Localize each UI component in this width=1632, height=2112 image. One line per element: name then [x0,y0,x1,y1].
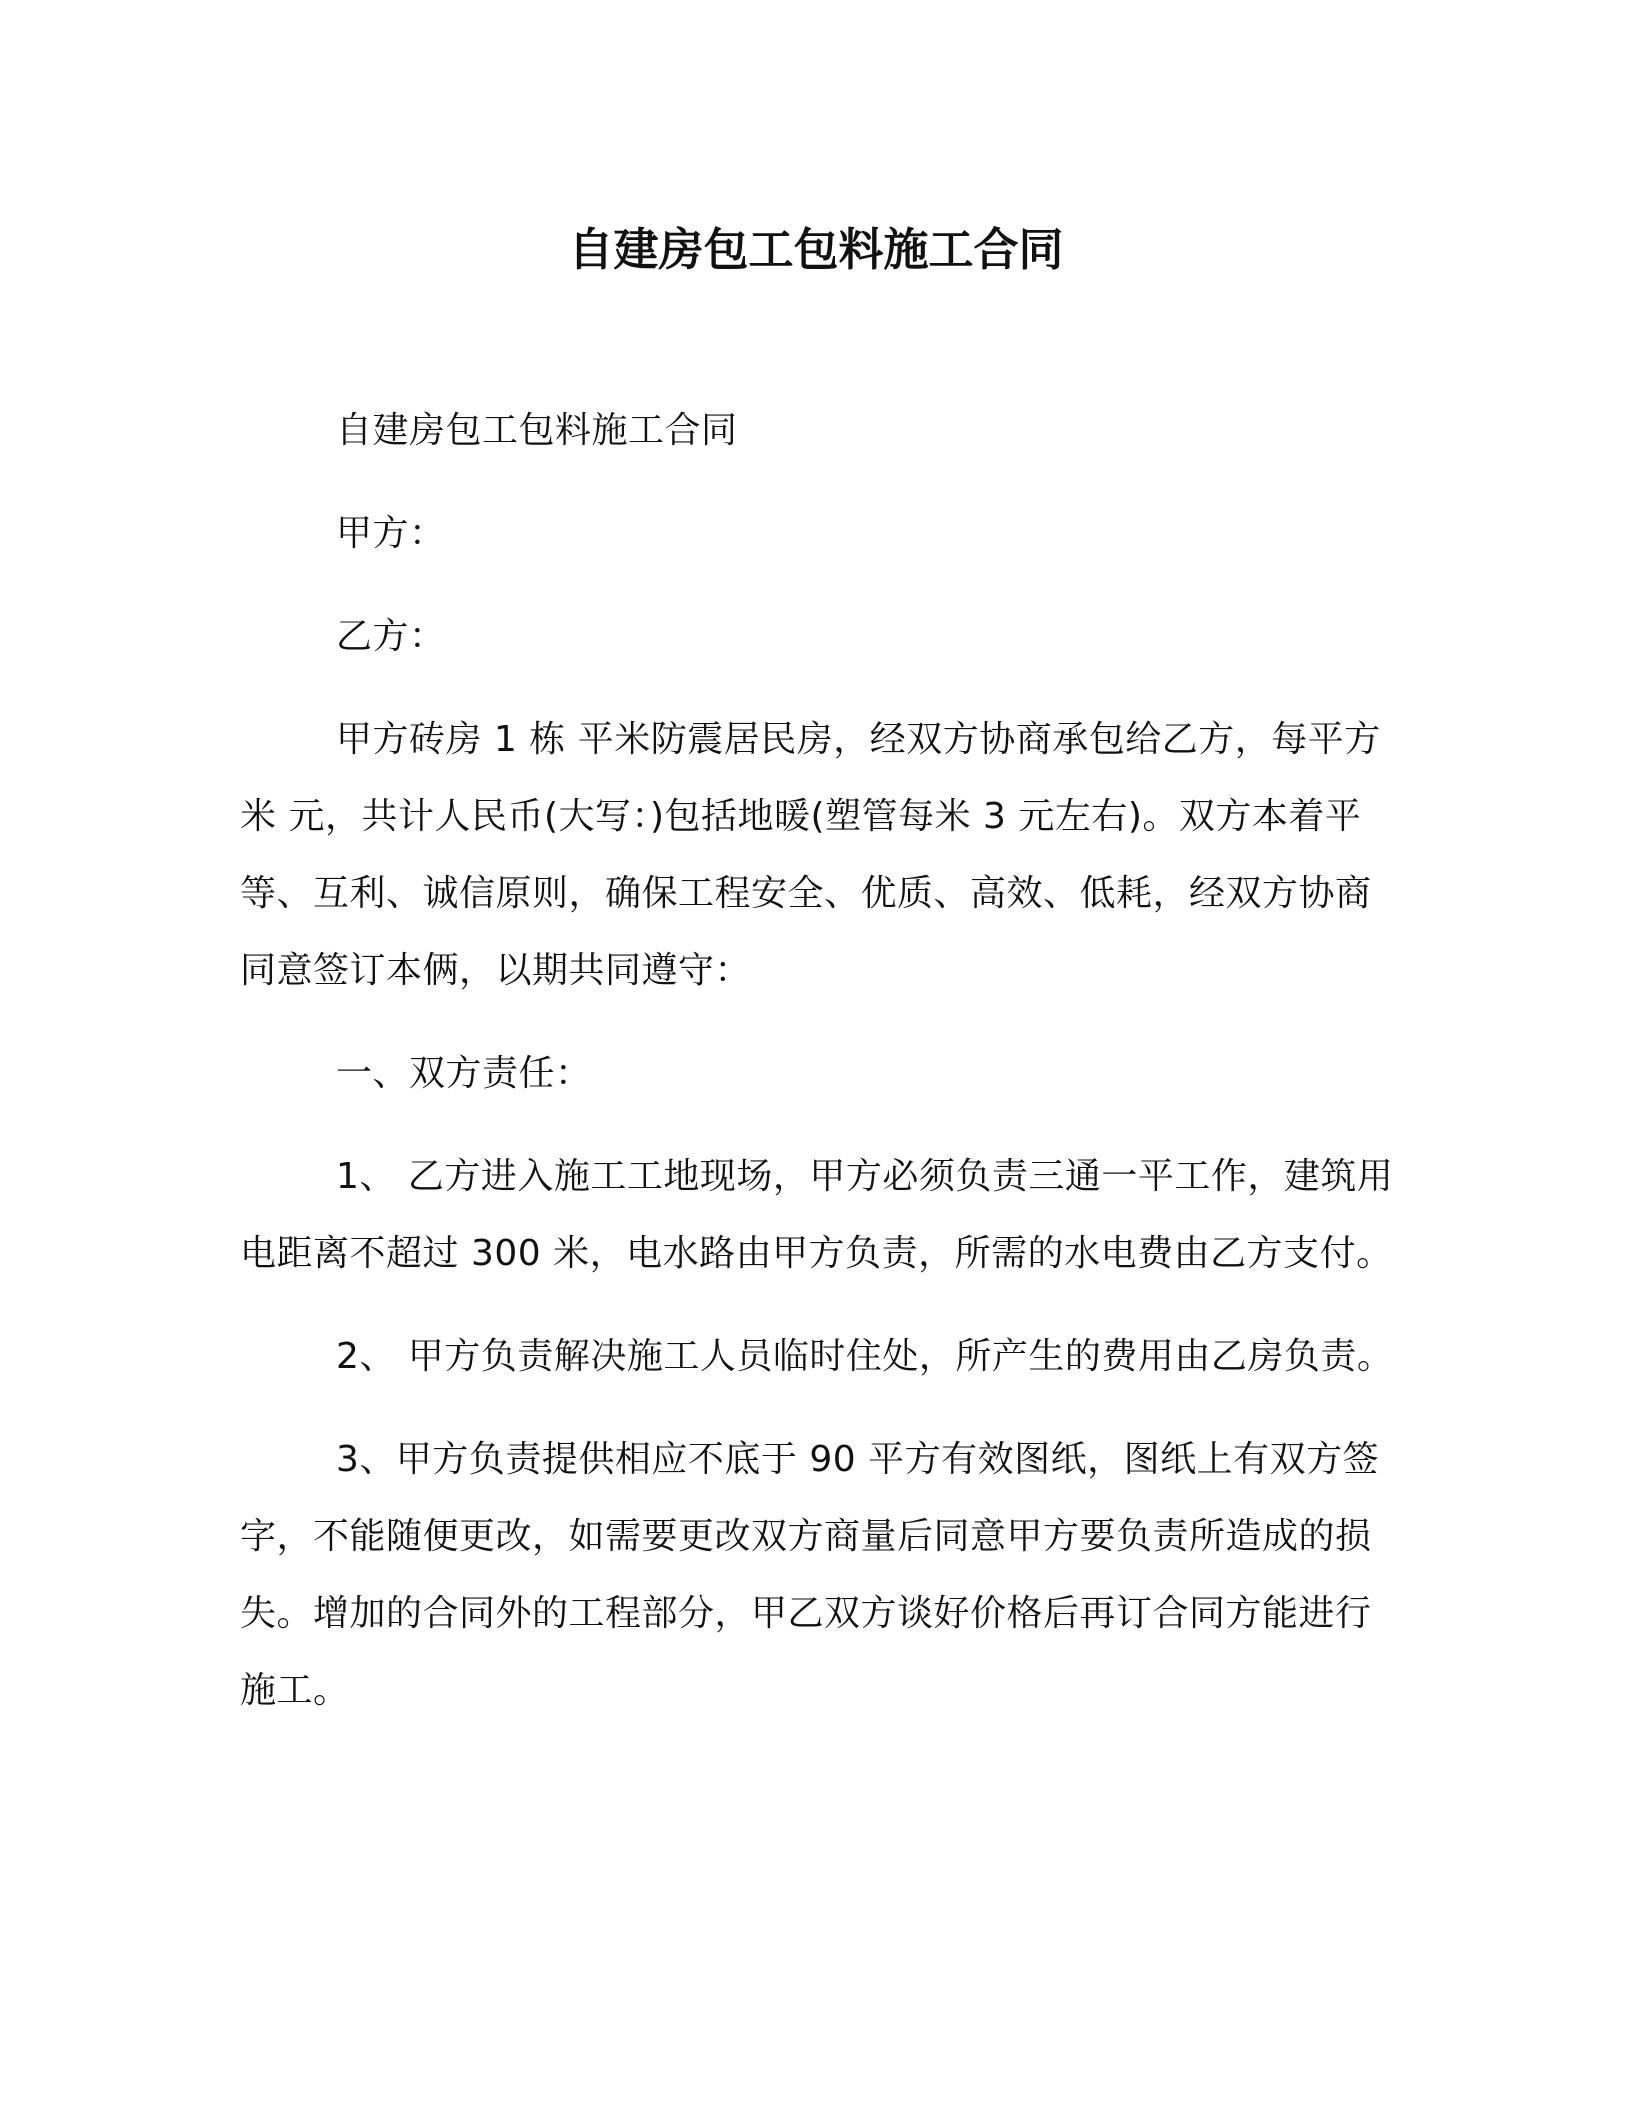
document-body [240,392,1400,1755]
paragraph-clause-2: 2、 甲方负责解决施工人员临时住处，所产生的费用由乙房负责。 [336,1336,1394,1377]
paragraph-party-a: 甲方： [336,513,446,554]
document-title: 自建房包工包料施工合同 [568,223,1064,276]
paragraph-clause-1: 1、 乙方进入施工工地现场，甲方必须负责三通一平工作，建筑用电距离不超过 300 米，电水路由甲方负责，所需的水电费由乙方支付。 [240,1156,1394,1274]
paragraph-section-heading: 一、双方责任： [336,1053,592,1094]
paragraph-clause-3: 3、甲方负责提供相应不底于 90 平方有效图纸，图纸上有双方签字，不能随便更改，如需要更改双方商量后同意甲方要负责所造成的损失。增加的合同外的工程部分，甲乙双方谈好价格后再订合同方能进行施工。 [240,1439,1380,1711]
paragraph-intro: 甲方砖房 1 栋 平米防震居民房，经双方协商承包给乙方，每平方米 元，共计人民币(大写：)包括地暖(塑管每米 3 元左右)。双方本着平等、互利、诚信原则，确保工程安全、优质、高效、低耗，经双方协商同意签订本俩，以期共同遵守： [240,719,1381,991]
paragraph-subtitle: 自建房包工包料施工合同 [336,410,738,451]
paragraph-party-b: 乙方： [336,616,446,657]
